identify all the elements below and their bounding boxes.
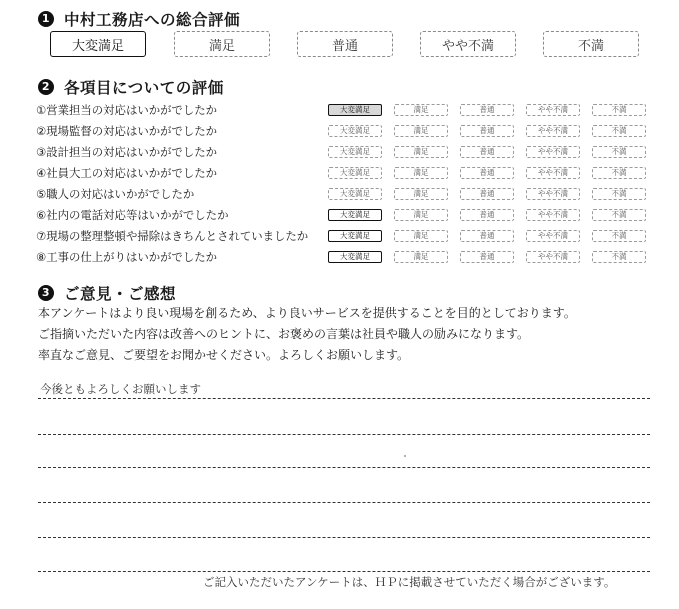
question-option-dissatisfied[interactable]: 不満 [592,125,646,137]
question-row [36,101,656,119]
question-option-very-satisfied[interactable]: 大変満足 [328,167,382,179]
question-option-dissatisfied[interactable]: 不満 [592,230,646,242]
question-option-dissatisfied[interactable]: 不満 [592,167,646,179]
question-option-very-satisfied[interactable]: 大変満足 [328,230,382,242]
question-option-satisfied[interactable]: 満足 [394,146,448,158]
question-option-somewhat-dissatisfied[interactable]: やや不満 [526,251,580,263]
question-option-satisfied[interactable]: 満足 [394,125,448,137]
question-option-neutral[interactable]: 普通 [460,146,514,158]
comment-line [38,398,650,399]
comment-line [38,537,650,538]
overall-option-somewhat-dissatisfied[interactable]: やや不満 [420,31,516,57]
question-label: ⑤職人の対応はいかがでしたか [36,187,195,201]
stray-dot [404,455,406,457]
question-option-somewhat-dissatisfied[interactable]: やや不満 [526,230,580,242]
question-row [36,227,656,245]
overall-rating-group [50,31,640,59]
question-option-neutral[interactable]: 普通 [460,251,514,263]
question-option-very-satisfied[interactable]: 大変満足 [328,188,382,200]
section3-number: 3 [38,285,54,301]
question-option-satisfied[interactable]: 満足 [394,188,448,200]
question-option-very-satisfied[interactable]: 大変満足 [328,251,382,263]
comment-text: 今後ともよろしくお願いします [40,382,201,396]
question-option-very-satisfied[interactable]: 大変満足 [328,104,382,116]
comment-line [38,434,650,435]
overall-option-dissatisfied[interactable]: 不満 [543,31,639,57]
section2-number: 2 [38,79,54,95]
question-option-somewhat-dissatisfied[interactable]: やや不満 [526,188,580,200]
intro-paragraph-3: 率直なご意見、ご要望をお聞かせください。よろしくお願いします。 [38,348,410,362]
question-row [36,143,656,161]
question-row [36,122,656,140]
question-label: ⑧工事の仕上がりはいかがでしたか [36,250,218,264]
question-label: ①営業担当の対応はいかがでしたか [36,103,218,117]
section2-heading [38,76,224,98]
question-option-somewhat-dissatisfied[interactable]: やや不満 [526,209,580,221]
question-option-very-satisfied[interactable]: 大変満足 [328,146,382,158]
footnote: ご記入いただいたアンケートは、ＨＰに掲載させていただく場合がございます。 [203,575,616,589]
question-option-satisfied[interactable]: 満足 [394,230,448,242]
overall-option-satisfied[interactable]: 満足 [174,31,270,57]
section1-title: 中村工務店への総合評価 [64,11,241,29]
question-option-dissatisfied[interactable]: 不満 [592,209,646,221]
overall-option-very-satisfied[interactable]: 大変満足 [50,31,146,57]
question-option-neutral[interactable]: 普通 [460,104,514,116]
question-option-satisfied[interactable]: 満足 [394,104,448,116]
question-option-neutral[interactable]: 普通 [460,188,514,200]
section2-title: 各項目についての評価 [64,79,224,97]
question-row [36,248,656,266]
question-option-somewhat-dissatisfied[interactable]: やや不満 [526,104,580,116]
question-option-somewhat-dissatisfied[interactable]: やや不満 [526,146,580,158]
comment-line [38,502,650,503]
question-option-satisfied[interactable]: 満足 [394,167,448,179]
question-option-somewhat-dissatisfied[interactable]: やや不満 [526,167,580,179]
comment-line [38,467,650,468]
question-option-neutral[interactable]: 普通 [460,125,514,137]
question-option-somewhat-dissatisfied[interactable]: やや不満 [526,125,580,137]
question-option-neutral[interactable]: 普通 [460,167,514,179]
section1-number: 1 [38,11,54,27]
overall-option-neutral[interactable]: 普通 [297,31,393,57]
question-row [36,164,656,182]
question-option-very-satisfied[interactable]: 大変満足 [328,125,382,137]
question-option-dissatisfied[interactable]: 不満 [592,104,646,116]
intro-paragraph-2: ご指摘いただいた内容は改善へのヒントに、お褒めの言葉は社員や職人の励みになります。 [38,327,530,341]
question-option-dissatisfied[interactable]: 不満 [592,146,646,158]
question-option-very-satisfied[interactable]: 大変満足 [328,209,382,221]
question-option-neutral[interactable]: 普通 [460,230,514,242]
question-row [36,206,656,224]
question-label: ④社員大工の対応はいかがでしたか [36,166,218,180]
question-option-dissatisfied[interactable]: 不満 [592,188,646,200]
section3-heading [38,282,176,304]
question-label: ②現場監督の対応はいかがでしたか [36,124,218,138]
question-label: ⑦現場の整理整頓や掃除はきちんとされていましたか [36,229,309,243]
section3-title: ご意見・ご感想 [64,285,177,303]
comment-line [38,571,650,572]
question-option-satisfied[interactable]: 満足 [394,209,448,221]
question-label: ③設計担当の対応はいかがでしたか [36,145,218,159]
question-option-satisfied[interactable]: 満足 [394,251,448,263]
question-option-dissatisfied[interactable]: 不満 [592,251,646,263]
question-label: ⑥社内の電話対応等はいかがでしたか [36,208,229,222]
section1-heading [38,8,240,30]
question-row [36,185,656,203]
intro-paragraph-1: 本アンケートはより良い現場を創るため、より良いサービスを提供することを目的としております。 [38,306,576,320]
question-option-neutral[interactable]: 普通 [460,209,514,221]
